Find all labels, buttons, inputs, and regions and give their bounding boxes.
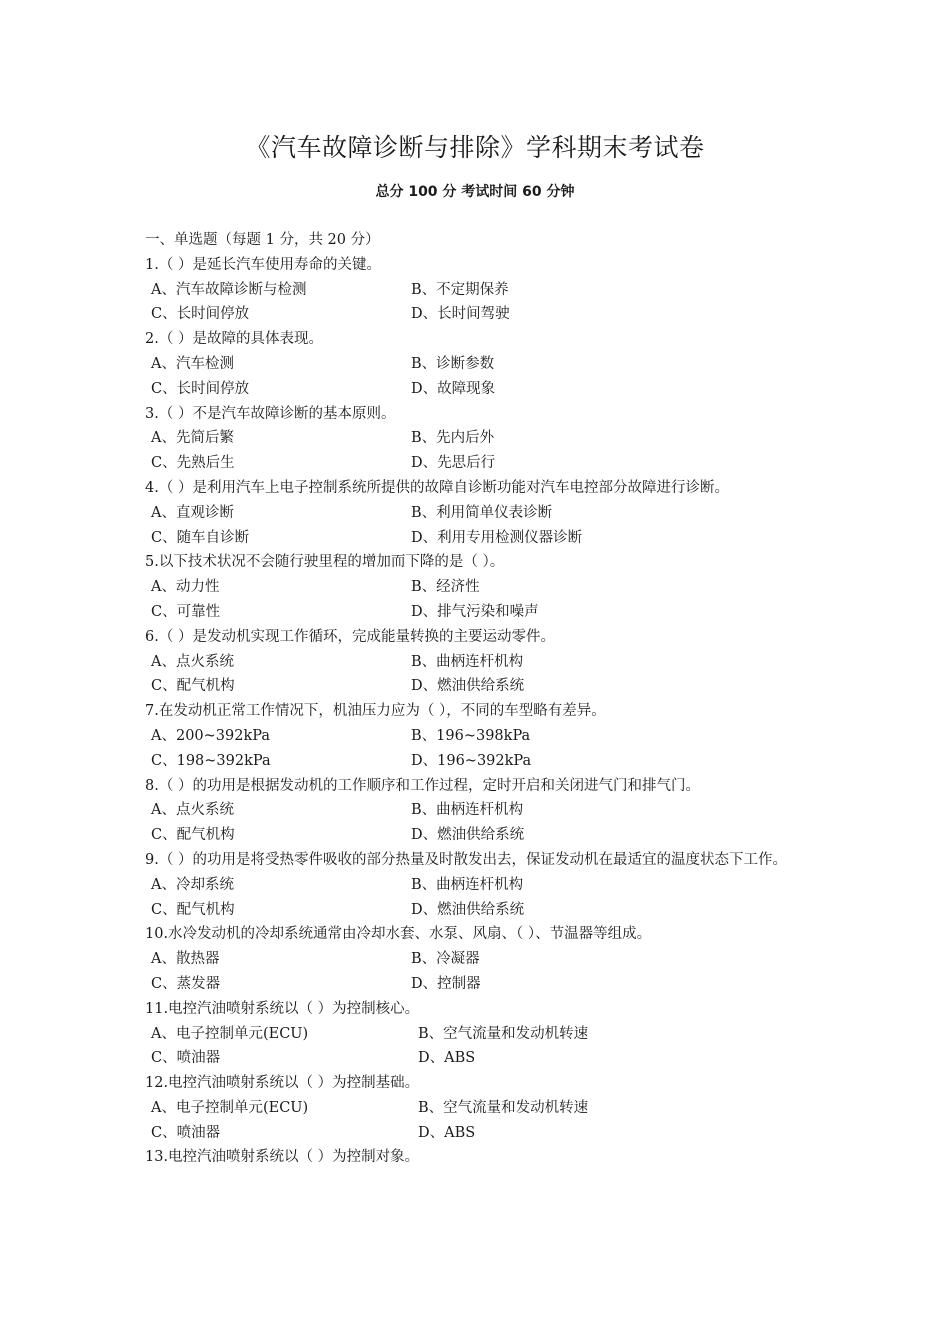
option-row <box>145 352 825 377</box>
option-a[interactable]: A、点火系统 <box>151 653 234 670</box>
option-row <box>145 1121 825 1146</box>
option-row <box>145 650 825 675</box>
option-row <box>145 798 825 823</box>
option-row <box>145 749 825 774</box>
option-c[interactable]: C、配气机构 <box>151 678 235 695</box>
option-row <box>145 426 825 451</box>
option-c[interactable]: C、喷油器 <box>151 1124 221 1141</box>
option-d[interactable]: D、利用专用检测仪器诊断 <box>411 529 583 546</box>
option-a[interactable]: A、冷却系统 <box>151 876 234 893</box>
question-8: 8.（ ）的功用是根据发动机的工作顺序和工作过程，定时开启和关闭进气门和排气门。 <box>145 777 700 794</box>
option-c[interactable]: C、喷油器 <box>151 1050 221 1067</box>
question-1: 1.（ ）是延长汽车使用寿命的关键。 <box>145 256 381 273</box>
option-d[interactable]: D、ABS <box>418 1124 476 1141</box>
option-row <box>145 302 825 327</box>
question-9: 9.（ ）的功用是将受热零件吸收的部分热量及时散发出去，保证发动机在最适宜的温度状态下工作。 <box>145 851 787 868</box>
option-a[interactable]: A、电子控制单元(ECU) <box>151 1025 309 1042</box>
section-heading: 一、单选题（每题 1 分，共 20 分） <box>145 232 380 248</box>
option-a[interactable]: A、电子控制单元(ECU) <box>151 1099 309 1116</box>
option-c[interactable]: C、可靠性 <box>151 603 221 620</box>
option-d[interactable]: D、燃油供给系统 <box>411 827 525 844</box>
question-12: 12.电控汽油喷射系统以（ ）为控制基础。 <box>145 1075 420 1092</box>
question-6: 6.（ ）是发动机实现工作循环，完成能量转换的主要运动零件。 <box>145 628 555 645</box>
option-row <box>145 873 825 898</box>
option-row <box>145 526 825 551</box>
option-d[interactable]: D、ABS <box>418 1050 476 1067</box>
option-d[interactable]: D、控制器 <box>411 975 481 992</box>
option-b[interactable]: B、196~398kPa <box>411 727 531 744</box>
question-2: 2.（ ）是故障的具体表现。 <box>145 331 323 348</box>
option-row <box>145 278 825 303</box>
option-row <box>145 724 825 749</box>
option-c[interactable]: C、随车自诊断 <box>151 529 250 546</box>
option-d[interactable]: D、燃油供给系统 <box>411 678 525 695</box>
exam-content <box>145 228 825 1170</box>
option-c[interactable]: C、先熟后生 <box>151 455 235 472</box>
question-4: 4.（ ）是利用汽车上电子控制系统所提供的故障自诊断功能对汽车电控部分故障进行诊断。 <box>145 479 729 496</box>
option-row <box>145 1096 825 1121</box>
question-3: 3.（ ）不是汽车故障诊断的基本原则。 <box>145 405 396 422</box>
option-a[interactable]: A、直观诊断 <box>151 504 234 521</box>
option-row <box>145 947 825 972</box>
option-d[interactable]: D、燃油供给系统 <box>411 901 525 918</box>
option-a[interactable]: A、散热器 <box>151 951 220 968</box>
option-d[interactable]: D、故障现象 <box>411 380 496 397</box>
question-10: 10.水冷发动机的冷却系统通常由冷却水套、水泵、风扇、（ ）、节温器等组成。 <box>145 926 652 943</box>
option-a[interactable]: A、动力性 <box>151 579 220 596</box>
option-d[interactable]: D、长时间驾驶 <box>411 306 510 323</box>
option-b[interactable]: B、经济性 <box>411 579 480 596</box>
option-b[interactable]: B、诊断参数 <box>411 355 495 372</box>
option-b[interactable]: B、曲柄连杆机构 <box>411 653 524 670</box>
option-row <box>145 972 825 997</box>
option-a[interactable]: A、点火系统 <box>151 802 234 819</box>
question-7: 7.在发动机正常工作情况下，机油压力应为（ ），不同的车型略有差异。 <box>145 703 606 720</box>
option-b[interactable]: B、冷凝器 <box>411 951 480 968</box>
option-b[interactable]: B、曲柄连杆机构 <box>411 802 524 819</box>
exam-subtitle: 总分 100 分 考试时间 60 分钟 <box>375 184 575 200</box>
option-b[interactable]: B、先内后外 <box>411 430 495 447</box>
option-row <box>145 377 825 402</box>
option-b[interactable]: B、不定期保养 <box>411 281 509 298</box>
option-row <box>145 823 825 848</box>
option-row <box>145 1046 825 1071</box>
option-d[interactable]: D、196~392kPa <box>411 752 532 769</box>
option-d[interactable]: D、先思后行 <box>411 455 496 472</box>
option-a[interactable]: A、汽车检测 <box>151 355 234 372</box>
option-c[interactable]: C、198~392kPa <box>151 752 271 769</box>
option-row <box>145 501 825 526</box>
option-b[interactable]: B、曲柄连杆机构 <box>411 876 524 893</box>
option-row <box>145 674 825 699</box>
option-row <box>145 575 825 600</box>
option-c[interactable]: C、蒸发器 <box>151 975 221 992</box>
question-5: 5.以下技术状况不会随行驶里程的增加而下降的是（ ）。 <box>145 554 505 571</box>
option-c[interactable]: C、配气机构 <box>151 827 235 844</box>
question-13: 13.电控汽油喷射系统以（ ）为控制对象。 <box>145 1149 420 1166</box>
option-c[interactable]: C、长时间停放 <box>151 380 250 397</box>
option-a[interactable]: A、200~392kPa <box>151 727 271 744</box>
option-row <box>145 1022 825 1047</box>
option-c[interactable]: C、长时间停放 <box>151 306 250 323</box>
option-d[interactable]: D、排气污染和噪声 <box>411 603 539 620</box>
option-row <box>145 898 825 923</box>
exam-title: 《汽车故障诊断与排除》学科期末考试卷 <box>245 133 705 162</box>
option-row <box>145 451 825 476</box>
question-11: 11.电控汽油喷射系统以（ ）为控制核心。 <box>145 1000 420 1017</box>
option-a[interactable]: A、先简后繁 <box>151 430 234 447</box>
option-b[interactable]: B、利用简单仪表诊断 <box>411 504 553 521</box>
option-b[interactable]: B、空气流量和发动机转速 <box>418 1025 589 1042</box>
option-b[interactable]: B、空气流量和发动机转速 <box>418 1099 589 1116</box>
option-a[interactable]: A、汽车故障诊断与检测 <box>151 281 307 298</box>
option-c[interactable]: C、配气机构 <box>151 901 235 918</box>
option-row <box>145 600 825 625</box>
